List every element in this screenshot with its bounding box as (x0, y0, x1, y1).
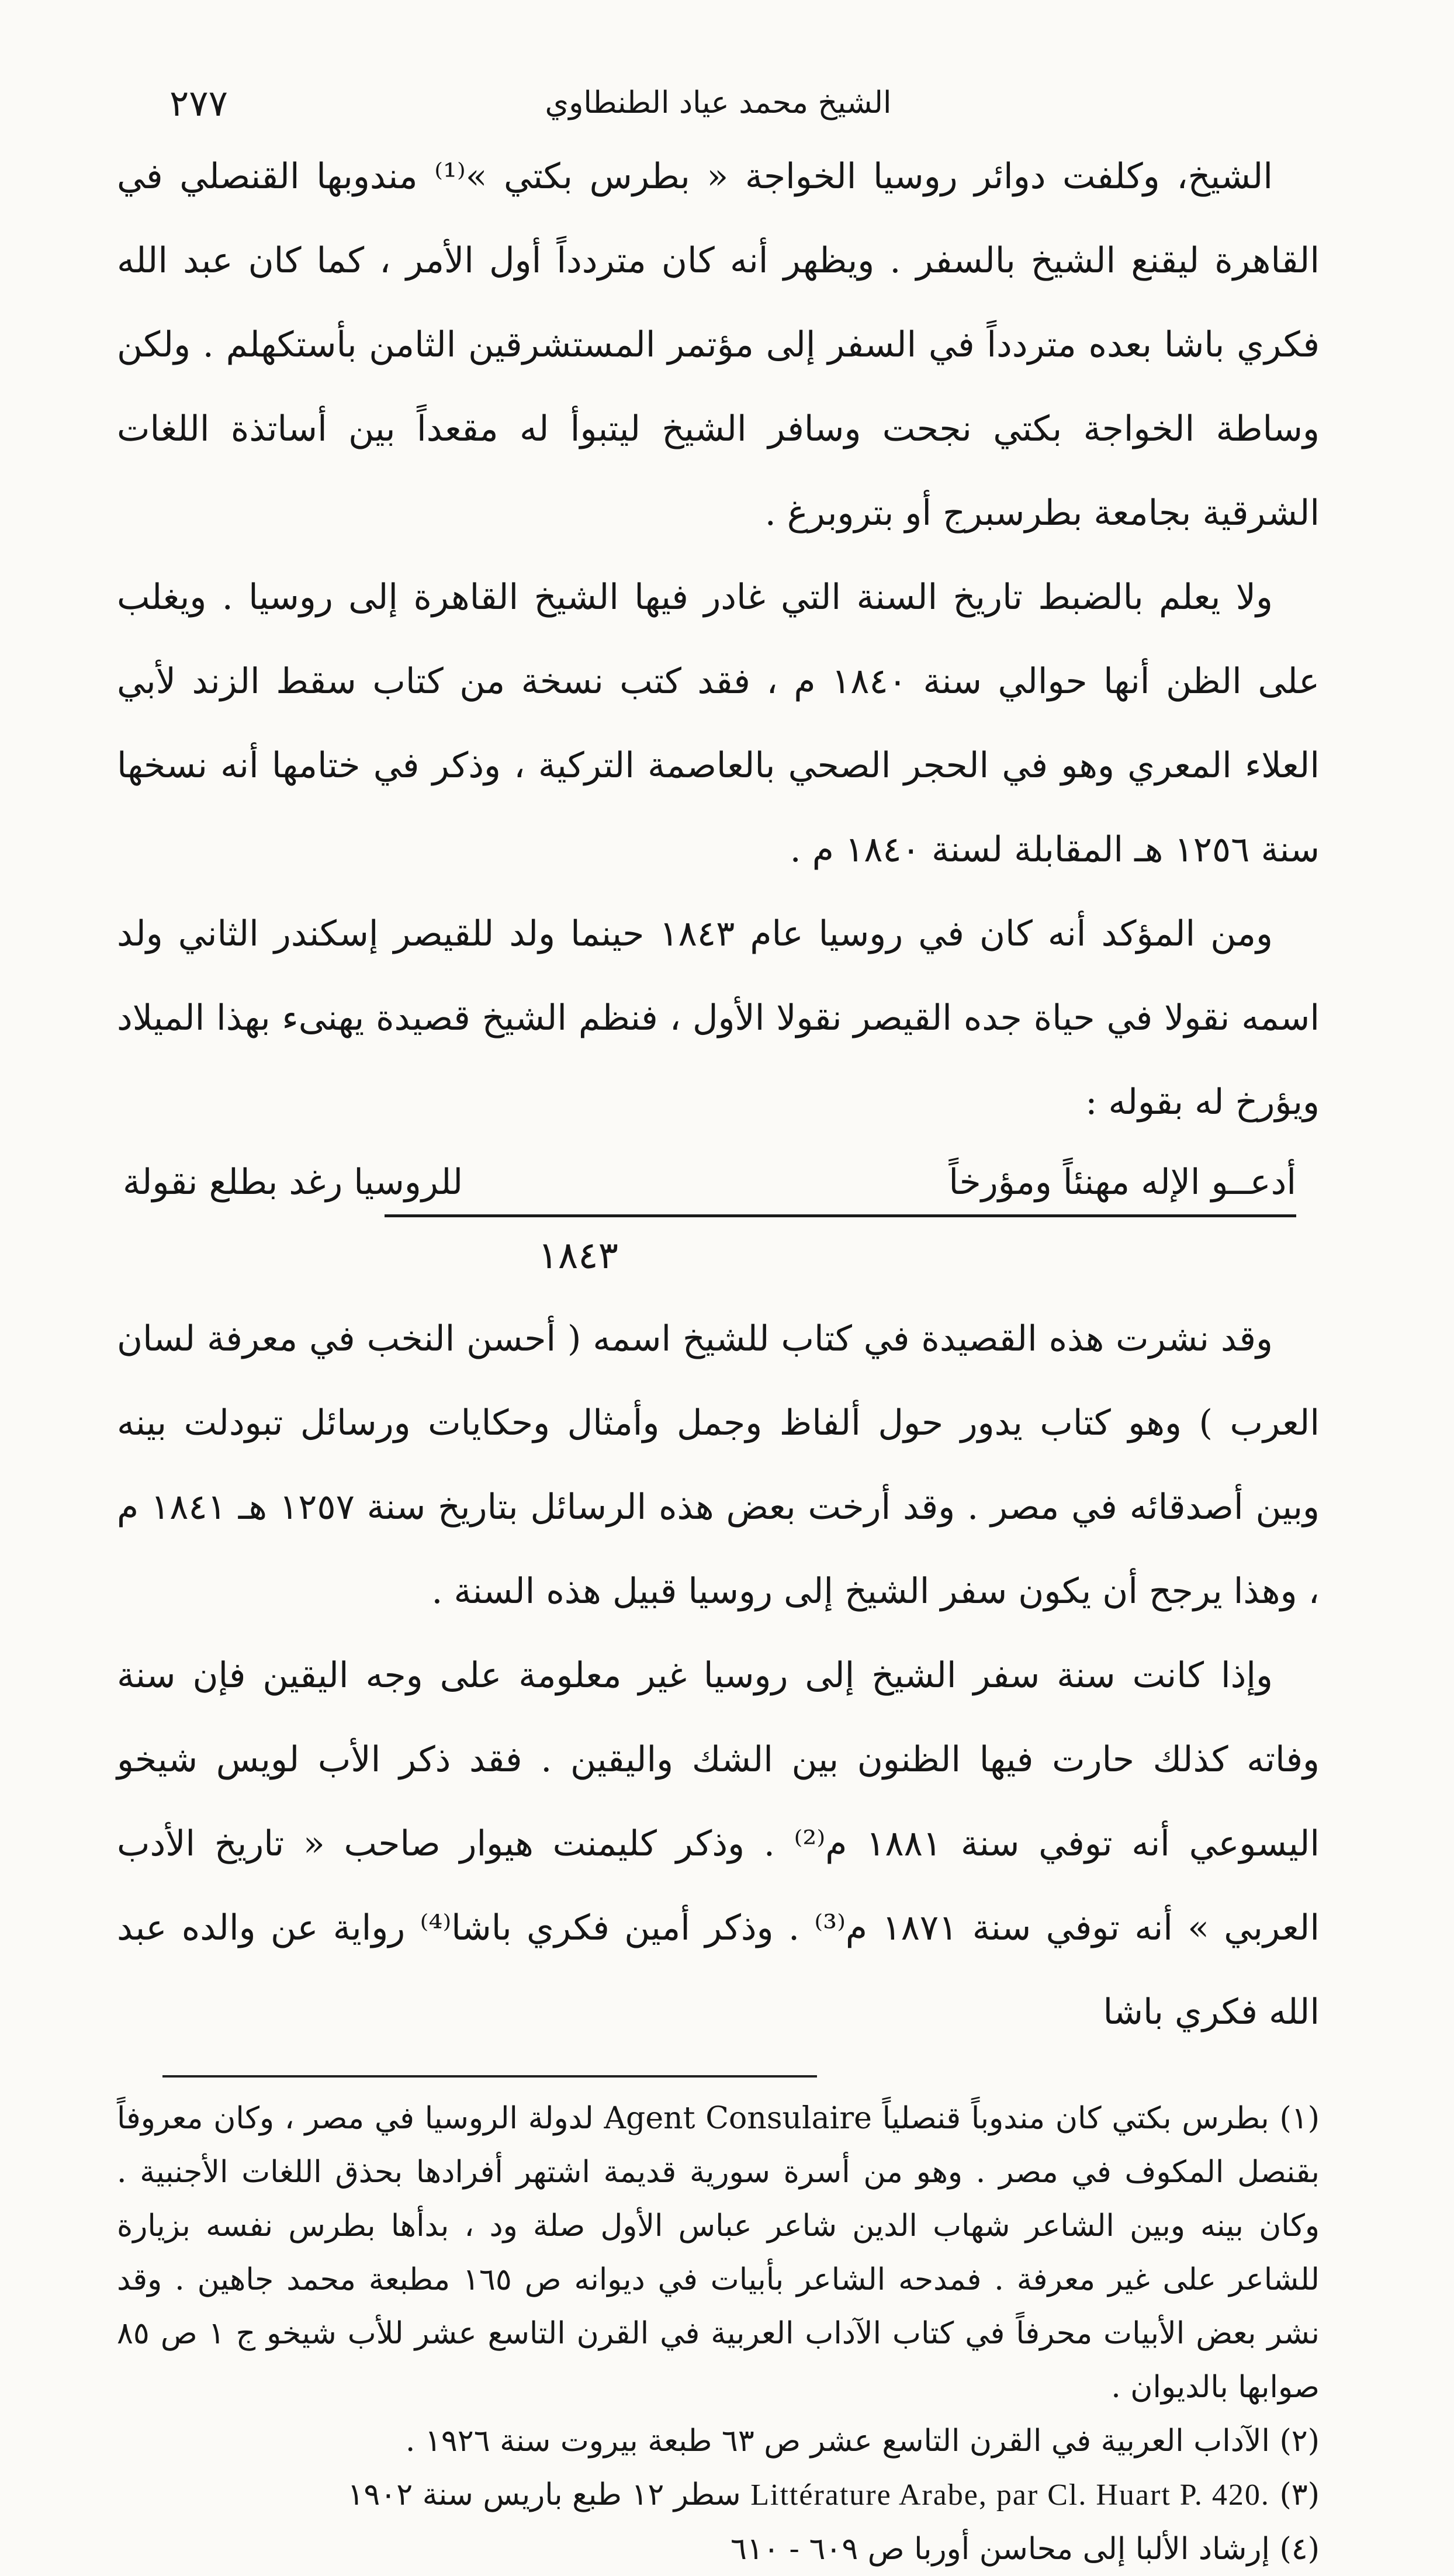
text-line: على الظن أنها حوالي سنة ١٨٤٠ م ، فقد كتب نسخة من كتاب سقط الزند (192, 661, 1320, 702)
text-line: الشيخ بالسفر . ويظهر أنه كان متردداً أول الأمر ، كما كان عبد الله فكري باشا بعده (117, 240, 1320, 365)
footnote-3-number: (٣) (1279, 2477, 1320, 2512)
text-line: نجحت وسافر الشيخ ليتبوأ له مقعداً بين أساتذة اللغات الشرقية بجامعة بطرسبرج أو بتروبرغ . (117, 408, 1320, 534)
text-line: وهذا يرجح أن يكون سفر الشيخ إلى روسيا قبيل هذه السنة . (431, 1571, 1297, 1612)
verse-second-hemistich: للروسيا رغد بطلع نقولة (123, 1162, 463, 1203)
paragraph-1 (117, 134, 1320, 555)
footnote-3-arabic: سطر ١٢ طبع باريس سنة ١٩٠٢ (347, 2477, 741, 2512)
footnote-line: الأجنبية . وكان بينه وبين الشاعر شهاب الدين شاعر عباس الأول صلة ود ، بدأها بطرس نفسه (117, 2155, 1320, 2243)
poem-verse (117, 1150, 1320, 1214)
text-line: ويؤرخ له بقوله : (1085, 1082, 1320, 1123)
footnote-line: بزيارة للشاعر على غير معرفة . فمدحه الشاعر بأبيات في ديوانه ص ١٦٥ مطبعة محمد جاهين . وقد (117, 2208, 1320, 2297)
text-line: وبين أصدقائه في مصر . وقد أرخت بعض هذه الرسائل بتاريخ سنة ١٢٥٧ هـ ١٨٤١ م ، (117, 1487, 1320, 1612)
footnote-line: نشر بعض الأبيات محرفاً في كتاب الآداب العربية في القرن التاسع عشر للأب شيخو ج ١ ص ٨٥ (117, 2316, 1320, 2351)
text-line: توفي سنة ١٨٧١ م⁽³⁾ . وذكر أمين فكري باشا⁽⁴⁾ رواية عن والده عبد الله فكري باشا (117, 1907, 1320, 2033)
text-line: ومن المؤكد أنه كان في روسيا عام ١٨٤٣ حينما ولد للقيصر إسكندر الثاني ولد (117, 913, 1273, 954)
text-line: وفاته كذلك حارت فيها الظنون بين الشك واليقين . فقد ذكر الأب لويس شيخو اليسوعي (117, 1739, 1320, 1864)
text-line: سنة ١٢٥٦ هـ المقابلة لسنة ١٨٤٠ م . (790, 829, 1320, 870)
running-title: الشيخ محمد عياد الطنطاوي (545, 85, 892, 120)
footnote-2: (٢) الآداب العربية في القرن التاسع عشر ص ٦٣ طبعة بيروت سنة ١٩٢٦ . (405, 2423, 1320, 2459)
verse-chronogram-year: ١٨٤٣ (538, 1234, 618, 1277)
footnote-line: (١) بطرس بكتي كان مندوباً قنصلياً Agent Consulaire لدولة الروسيا في مصر ، وكان (213, 2101, 1320, 2136)
footnote-3-latin-citation: Littérature Arabe, par Cl. Huart P. 420. (750, 2478, 1270, 2512)
body-text (117, 134, 1320, 1144)
body-text-continued (117, 1297, 1320, 2054)
text-line: أنه توفي سنة ١٨٨١ م⁽²⁾ . وذكر كليمنت هيوار صاحب « تاريخ الأدب العربي » أنه (117, 1823, 1320, 1948)
verse-underline (385, 1214, 1296, 1217)
page-number: ٢٧٧ (169, 82, 228, 124)
paragraph-2 (117, 555, 1320, 892)
text-line: وقد نشرت هذه القصيدة في كتاب للشيخ اسمه ( أحسن النخب في معرفة لسان (117, 1318, 1273, 1359)
text-line: العرب ) وهو كتاب يدور حول ألفاظ وجمل وأمثال وحكايات ورسائل تبودلت بينه (117, 1403, 1320, 1443)
text-line: وإذا كانت سنة سفر الشيخ إلى روسيا غير معلومة على وجه اليقين فإن سنة (117, 1655, 1273, 1696)
footnote-1 (117, 2092, 1320, 2414)
page-header (117, 64, 1320, 134)
footnotes (117, 2092, 1320, 2576)
text-line: متردداً في السفر إلى مؤتمر المستشرقين الثامن بأستكهلم . ولكن وساطة الخواجة بكتي (117, 324, 1320, 449)
footnote-line: صوابها بالديوان . (1111, 2370, 1320, 2405)
footnote-separator (162, 2075, 817, 2078)
footnote-3 (117, 2468, 1320, 2522)
paragraph-5 (117, 1633, 1320, 2054)
paragraph-3 (117, 892, 1320, 1144)
footnote-line: معروفاً بقنصل المكوف في مصر . وهو من أسرة سورية قديمة اشتهر أفرادها بحذق اللغات (117, 2101, 1320, 2190)
text-line: الشيخ، وكلفت دوائر روسيا الخواجة « بطرس بكتي »⁽¹⁾ مندوبها القنصلي في القاهرة ليقنع (117, 156, 1320, 281)
text-line: اسمه نقولا في حياة جده القيصر نقولا الأول ، فنظم الشيخ قصيدة يهنىء بهذا الميلاد (117, 998, 1320, 1038)
footnote-4: (٤) إرشاد الألبا إلى محاسن أوربا ص ٦٠٩ - ٦١٠ (731, 2532, 1320, 2567)
text-line: لأبي العلاء المعري وهو في الحجر الصحي بالعاصمة التركية ، وذكر في ختامها أنه نسخها (117, 661, 1320, 786)
text-line: ولا يعلم بالضبط تاريخ السنة التي غادر فيها الشيخ القاهرة إلى روسيا . ويغلب (117, 577, 1273, 618)
paragraph-4 (117, 1297, 1320, 1633)
verse-first-hemistich: أدعــو الإله مهنئاً ومؤرخاً (948, 1162, 1296, 1203)
